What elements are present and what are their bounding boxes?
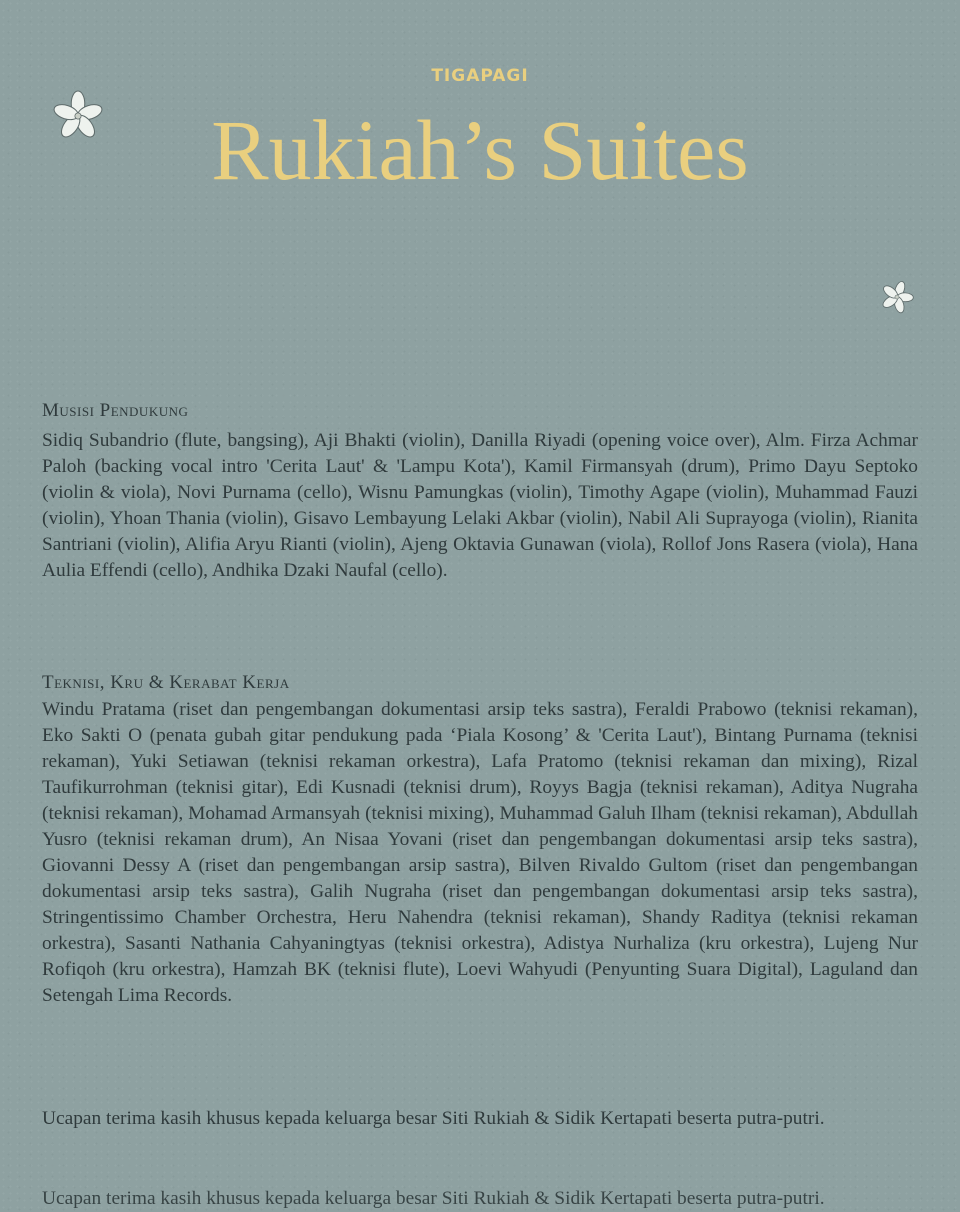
section-heading-musisi: Musisi Pendukung bbox=[42, 400, 189, 421]
brand-logo: TIGAPAGI bbox=[431, 66, 529, 86]
thanks-note-cutoff: Ucapan terima kasih khusus kepada keluarga besar Siti Rukiah & Sidik Kertapati beserta putra-putri. bbox=[42, 1188, 825, 1209]
section-body-teknisi: Windu Pratama (riset dan pengembangan dokumentasi arsip teks sastra), Feraldi Prabowo (teknisi rekaman), Eko Sakti O (penata gubah gitar pendukung pada ‘Piala Kosong’ & 'Cerita Laut'), Bintang Purnama (teknisi rekaman), Yuki Setiawan (teknisi rekaman orkestra), Lafa Pratomo (teknisi rekaman dan mixing), Rizal Taufikurrohman (teknisi gitar), Edi Kusnadi (teknisi drum), Royys Bagja (teknisi rekaman), Aditya Nugraha (teknisi rekaman), Mohamad Armansyah (teknisi mixing), Muhammad Galuh Ilham (teknisi rekaman), Abdullah Yusro (teknisi rekaman drum), An Nisaa Yovani (riset dan pengembangan dokumentasi arsip teks sastra), Giovanni Dessy A (riset dan pengembangan arsip sastra), Bilven Rivaldo Gultom (riset dan pengembangan dokumentasi arsip teks sastra), Galih Nugraha (riset dan pengembangan dokumentasi arsip teks sastra), Stringentissimo Chamber Orchestra, Heru Nahendra (teknisi rekaman), Shandy Raditya (teknisi rekaman orkestra), Sasanti Nathania Cahyaningtyas (teknisi orkestra), Adistya Nurhaliza (kru orkestra), Lujeng Nur Rofiqoh (kru orkestra), Hamzah BK (teknisi flute), Loevi Wahyudi (Penyunting Suara Digital), Laguland dan Setengah Lima Records. bbox=[42, 699, 918, 1006]
frangipani-flower-icon bbox=[880, 280, 914, 314]
thanks-note: Ucapan terima kasih khusus kepada keluarga besar Siti Rukiah & Sidik Kertapati beserta putra-putri. bbox=[42, 1108, 825, 1129]
section-body-musisi: Sidiq Subandrio (flute, bangsing), Aji Bhakti (violin), Danilla Riyadi (opening voice over), Alm. Firza Achmar Paloh (backing vocal intro 'Cerita Laut' & 'Lampu Kota'), Kamil Firmansyah (drum), Primo Dayu Septoko (violin & viola), Novi Purnama (cello), Wisnu Pamungkas (violin), Timothy Agape (violin), Muhammad Fauzi (violin), Yhoan Thania (violin), Gisavo Lembayung Lelaki Akbar (violin), Nabil Ali Suprayoga (violin), Rianita Santriani (violin), Alifia Aryu Rianti (violin), Ajeng Oktavia Gunawan (viola), Rollof Jons Rasera (viola), Hana Aulia Effendi (cello), Andhika Dzaki Naufal (cello). bbox=[42, 430, 918, 581]
section-heading-teknisi: Teknisi, Kru & Kerabat Kerja bbox=[42, 672, 290, 693]
page-title: Rukiah’s Suites bbox=[211, 102, 749, 198]
frangipani-flower-icon bbox=[52, 90, 104, 142]
